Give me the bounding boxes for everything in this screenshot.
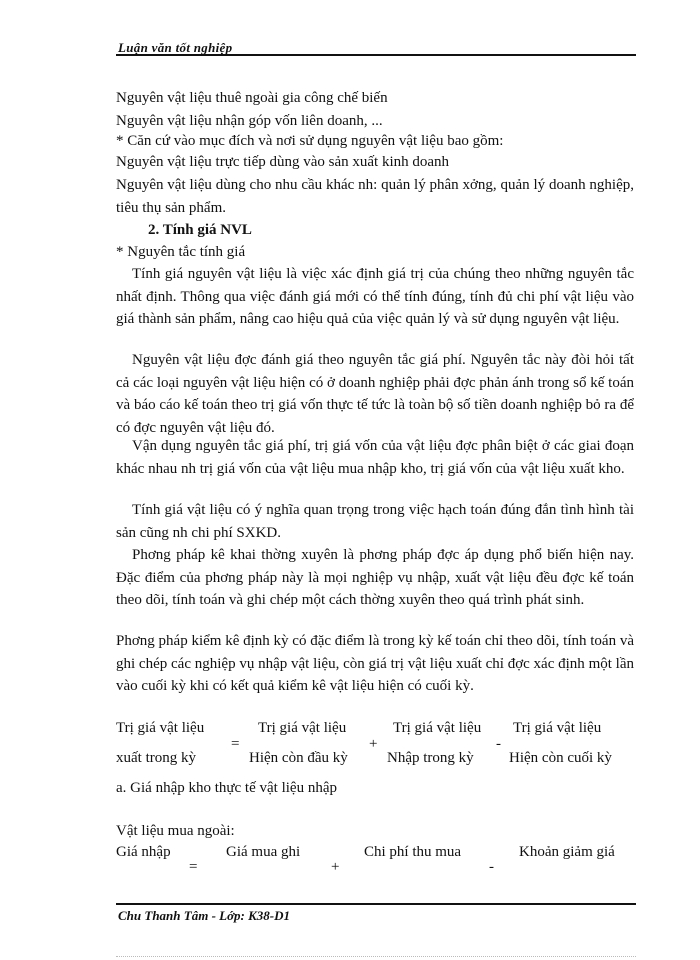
paragraph: Nguyên vật liệu đợc đánh giá theo nguyên tắc giá phí. Nguyên tắc này đòi hỏi tất cả các loại nguyên vật liệu hiện có ở doanh nghiệp phải đợc phản ánh trong sổ kế toán và báo cáo kế toán theo trị giá vốn thực tế tức là toàn bộ số tiền doanh nghiệp bỏ ra để có đợc nguyên vật liệu đó. <box>116 352 634 436</box>
formula-term1-line1: Trị giá vật liệu <box>258 720 347 736</box>
formula-term3-line2: Hiện còn cuối kỳ <box>509 750 612 766</box>
minus-sign: - <box>489 859 494 875</box>
paragraph: Phơng pháp kê khai thờng xuyên là phơng pháp đợc áp dụng phổ biến hiện nay. Đặc điểm của phơng pháp này là mọi nghiệp vụ nhập, xuất vật liệu đều đợc kế toán theo dõi, tính toán và ghi chép một cách thờng xuyên theo quá trình phát sinh. <box>116 547 634 608</box>
formula-term2-line2: Nhập trong kỳ <box>387 750 474 766</box>
formula-term2-line1: Trị giá vật liệu <box>393 720 482 736</box>
text-line: Nguyên vật liệu nhận góp vốn liên doanh, ... <box>116 113 383 129</box>
footer-author: Chu Thanh Tâm - Lớp: K38-D1 <box>118 908 291 923</box>
text-line: Vật liệu mua ngoài: <box>116 823 235 839</box>
text-line: Nguyên vật liệu trực tiếp dùng vào sản xuất kinh doanh <box>116 154 450 170</box>
text-paragraph: Nguyên vật liệu dùng cho nhu cầu khác nh: quản lý phân xởng, quản lý doanh nghiệp, tiêu thụ sản phẩm. <box>116 177 634 216</box>
text-line: Nguyên vật liệu thuê ngoài gia công chế biến <box>116 90 388 106</box>
formula-lhs-line2: xuất trong kỳ <box>116 750 196 766</box>
formula-lhs-line1: Trị giá vật liệu <box>116 720 205 736</box>
paragraph: Phơng pháp kiểm kê định kỳ có đặc điểm là trong kỳ kế toán chỉ theo dõi, tính toán và ghi chép các nghiệp vụ nhập vật liệu, còn giá trị vật liệu xuất chỉ đợc xác định một lần vào cuối kỳ khi có kết quả kiểm kê vật liệu hiện có cuối kỳ. <box>116 633 634 694</box>
page-break-line <box>116 956 636 957</box>
formula2-term3: Khoản giảm giá <box>519 844 615 860</box>
minus-sign: - <box>496 736 501 752</box>
text-line: * Căn cứ vào mục đích và nơi sử dụng nguyên vật liệu bao gồm: <box>116 133 504 149</box>
footer-rule <box>116 903 636 905</box>
text-line: * Nguyên tắc tính giá <box>116 244 246 260</box>
section-heading: 2. Tính giá NVL <box>148 222 252 238</box>
formula-term1-line2: Hiện còn đầu kỳ <box>249 750 348 766</box>
header-title: Luận văn tốt nghiệp <box>118 40 233 55</box>
formula2-term2: Chi phí thu mua <box>364 844 462 860</box>
plus-sign: + <box>369 736 378 752</box>
paragraph: Tính giá nguyên vật liệu là việc xác định giá trị của chúng theo những nguyên tắc nhất định. Thông qua việc đánh giá mới có thể tính đúng, tính đủ chi phí vật liệu vào giá thành sản phẩm, nâng cao hiệu quả của việc quản lý và sử dụng nguyên vật liệu. <box>116 266 634 327</box>
paragraph: Vận dụng nguyên tắc giá phí, trị giá vốn của vật liệu đợc phân biệt ở các giai đoạn khác nhau nh trị giá vốn của vật liệu mua nhập kho, trị giá vốn của vật liệu xuất kho. <box>116 438 634 477</box>
paragraph: Tính giá vật liệu có ý nghĩa quan trọng trong việc hạch toán đúng đắn tình hình tài sản cũng nh chi phí SXKD. <box>116 502 634 541</box>
plus-sign: + <box>331 859 340 875</box>
equals-sign: = <box>189 859 198 875</box>
formula2-term1: Giá mua ghi <box>226 844 301 860</box>
subsection-heading: a. Giá nhập kho thực tế vật liệu nhập <box>116 780 337 796</box>
header-rule <box>116 54 636 56</box>
equals-sign: = <box>231 736 240 752</box>
formula2-lhs: Giá nhập <box>116 844 171 860</box>
formula-term3-line1: Trị giá vật liệu <box>513 720 602 736</box>
